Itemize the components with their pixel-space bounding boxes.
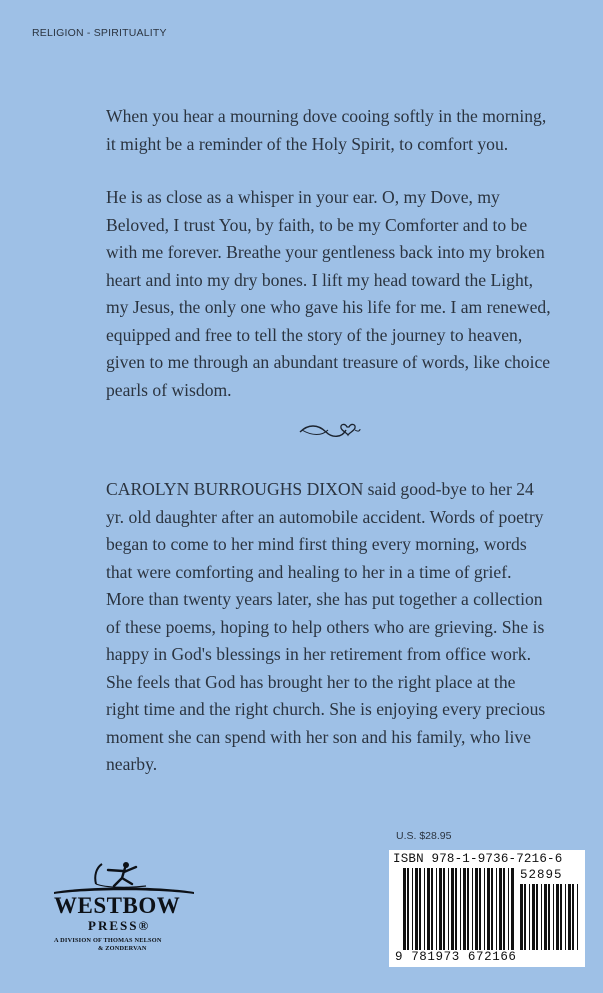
- isbn-barcode: [389, 850, 585, 967]
- price-label: U.S. $28.95: [396, 830, 452, 842]
- blurb-paragraph-2: He is as close as a whisper in your ear. O, my Dove, my Beloved, I trust You, by faith, to be my Comforter and to be with me forever. Breathe your gentleness back into my broken heart and into my dry bones. I lift my head toward the Light, my Jesus, the only one who gave his life for me. I am renewed, equipped and free to tell the story of the journey to heaven, given to me through an abundant treasure of words, like choice pearls of wisdom.: [106, 187, 551, 400]
- category-label: RELIGION - SPIRITUALITY: [32, 27, 167, 39]
- publisher-division-line: A DIVISION OF THOMAS NELSON: [54, 937, 162, 944]
- publisher-name: WESTBOW: [54, 893, 181, 918]
- publisher-division-line-2: & ZONDERVAN: [98, 945, 147, 952]
- author-bio-paragraph: CAROLYN BURROUGHS DIXON said good-bye to her 24 yr. old daughter after an automobile accident. Words of poetry began to come to her mind first thing every morning, words that were comforting and healing to her in a time of grief. More than twenty years later, she has put together a collection of these poems, hoping to help others who are grieving. She is happy in God's blessings in her retirement from office work. She feels that God has brought her to the right place at the right time and the right church. She is enjoying every precious moment she can spend with her son and his family, who live nearby.: [106, 479, 546, 774]
- barcode-digits: 9 781973 672166: [395, 950, 517, 964]
- publisher-logo: [48, 858, 198, 978]
- archer-icon: [48, 858, 198, 898]
- isbn-text: ISBN 978-1-9736-7216-6: [393, 852, 563, 866]
- flourish-heart-icon: [298, 418, 362, 442]
- barcode-addon-digits: 52895: [520, 868, 563, 882]
- blurb-paragraph-1: When you hear a mourning dove cooing softly in the morning, it might be a reminder of the Holy Spirit, to comfort you.: [106, 106, 547, 154]
- publisher-press: PRESS®: [88, 918, 151, 933]
